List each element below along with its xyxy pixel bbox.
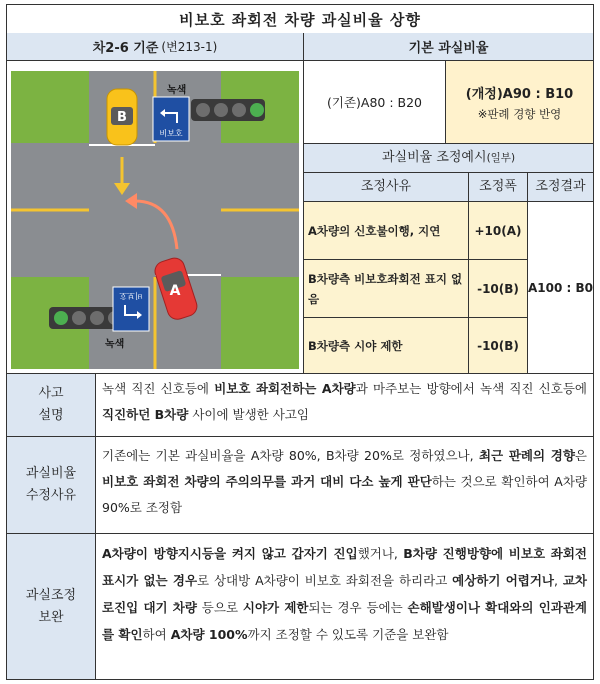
right-header: 기본 과실비율: [303, 33, 593, 61]
intersection-diagram: [7, 61, 303, 373]
section-label-revision: 과실비율 수정사유: [7, 437, 95, 533]
table-row-amount-2: -10(B): [469, 260, 527, 317]
document-table: [6, 4, 594, 680]
standard-code-sub: (변213-1): [161, 40, 218, 54]
green-light-icon: [250, 103, 264, 117]
car-a-label: A: [169, 283, 181, 299]
sign-text-top: 비보호: [159, 129, 183, 138]
car-b-label: B: [117, 110, 127, 125]
new-ratio-note: ※판례 경향 반영: [477, 106, 562, 121]
col-result: 조정결과: [528, 173, 593, 201]
section-label-accident: 사고 설명: [7, 374, 95, 436]
top-signal-label: 녹색: [167, 85, 187, 96]
adjust-result: A100 : B0: [528, 280, 593, 295]
grass-top-left: [11, 71, 89, 143]
new-ratio-box: [446, 61, 593, 143]
section-text-supplement: A차량이 방향지시등을 켜지 않고 갑자기 진입했거나, B차량 진행방향에 비보호 좌회전 표시가 없는 경우로 상대방 A차량이 비보호 좌회전을 하리라고 예상하기 어렵거나, 교차로진입 대기 차량 등으로 시야가 제한되는 경우 등에는 손해발생이나 확대와의 인과관계를 확인하여 A차량 100%까지 조정할 수 있도록 기준을 보완함: [102, 546, 588, 642]
traffic-light-bottom: [49, 307, 123, 329]
old-ratio: (기존)A80 : B20: [327, 95, 422, 110]
table-row-amount-1: +10(A): [469, 202, 527, 259]
section-label-supplement: 과실조정 보완: [7, 534, 95, 679]
traffic-light-top: [191, 99, 265, 121]
table-row-reason-1: A차량의 신호불이행, 지연: [304, 202, 468, 259]
table-row-reason-3: B차량측 시야 제한: [304, 318, 468, 373]
green-light-icon: [54, 311, 68, 325]
adjust-title: 과실비율 조정예시 (일부): [304, 144, 593, 172]
grass-bottom-right: [221, 277, 299, 369]
bottom-signal-label: 녹색: [105, 339, 125, 350]
new-ratio: (개정)A90 : B10: [465, 86, 574, 102]
left-header: [7, 33, 303, 61]
sign-text-bottom: 비보호: [119, 291, 143, 300]
table-row-amount-3: -10(B): [469, 318, 527, 373]
section-text-accident: 녹색 직진 신호등에 비보호 좌회전하는 A차량과 마주보는 방향에서 녹색 직진 신호등에 직진하던 B차량 사이에 발생한 사고임: [102, 381, 587, 422]
page-title: 비보호 좌회전 차량 과실비율 상향: [7, 5, 593, 34]
table-row-reason-2: B차량측 비보호좌회전 표지 없음: [304, 260, 468, 317]
col-reason: 조정사유: [304, 173, 468, 201]
standard-code-main: 차2-6 기준: [92, 41, 159, 56]
intersection-illustration: [7, 61, 303, 373]
col-amount: 조정폭: [469, 173, 527, 201]
section-text-revision: 기존에는 기본 과실비율을 A차량 80%, B차량 20%로 정하였으나, 최근 판례의 경향은 비보호 좌회전 차량의 주의의무를 과거 대비 다소 높게 판단하는 것으로 확인하여 A차량 90%로 조정함: [102, 448, 587, 515]
